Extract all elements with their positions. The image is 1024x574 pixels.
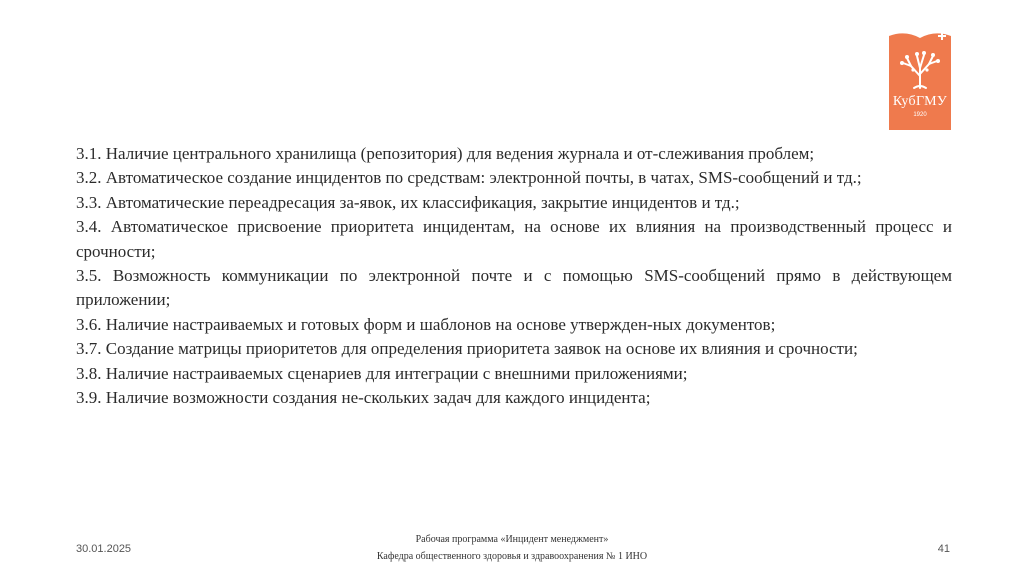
list-item: 3.4. Автоматическое присвоение приоритета инцидентам, на основе их влияния на производственный процесс и срочности; bbox=[76, 217, 952, 261]
list-item: 3.6. Наличие настраиваемых и готовых форм и шаблонов на основе утвержден-ных документов; bbox=[76, 314, 776, 334]
list-item: 3.5. Возможность коммуникации по электронной почте и с помощью SMS-сообщений прямо в действующем приложении; bbox=[76, 266, 952, 310]
footer-title bbox=[300, 531, 724, 565]
page-number: 41 bbox=[937, 543, 950, 555]
university-logo bbox=[889, 30, 951, 130]
requirements-list bbox=[76, 142, 952, 410]
list-item: 3.3. Автоматические переадресация за-явок, их классификация, закрытие инцидентов и тд.; bbox=[76, 192, 740, 212]
list-item: 3.9. Наличие возможности создания не-скольких задач для каждого инцидента; bbox=[76, 388, 651, 408]
footer-department: Кафедра общественного здоровья и здравоохранения № 1 ИНО bbox=[376, 551, 648, 562]
list-item: 3.7. Создание матрицы приоритетов для определения приоритета заявок на основе их влияния и срочности; bbox=[76, 339, 858, 359]
list-item: 3.8. Наличие настраиваемых сценариев для интеграции с внешними приложениями; bbox=[76, 363, 688, 383]
list-item: 3.2. Автоматическое создание инцидентов по средствам: электронной почты, в чатах, SMS-сообщений и тд.; bbox=[76, 168, 862, 188]
footer-program-name: Рабочая программа «Инцидент менеджмент» bbox=[415, 534, 609, 545]
logo-name: КубГМУ bbox=[892, 94, 948, 109]
footer-date: 30.01.2025 bbox=[76, 543, 132, 555]
logo-year: 1920 bbox=[913, 112, 927, 118]
list-item: 3.1. Наличие центрального хранилища (репозитория) для ведения журнала и от-слеживания проблем; bbox=[76, 144, 815, 163]
